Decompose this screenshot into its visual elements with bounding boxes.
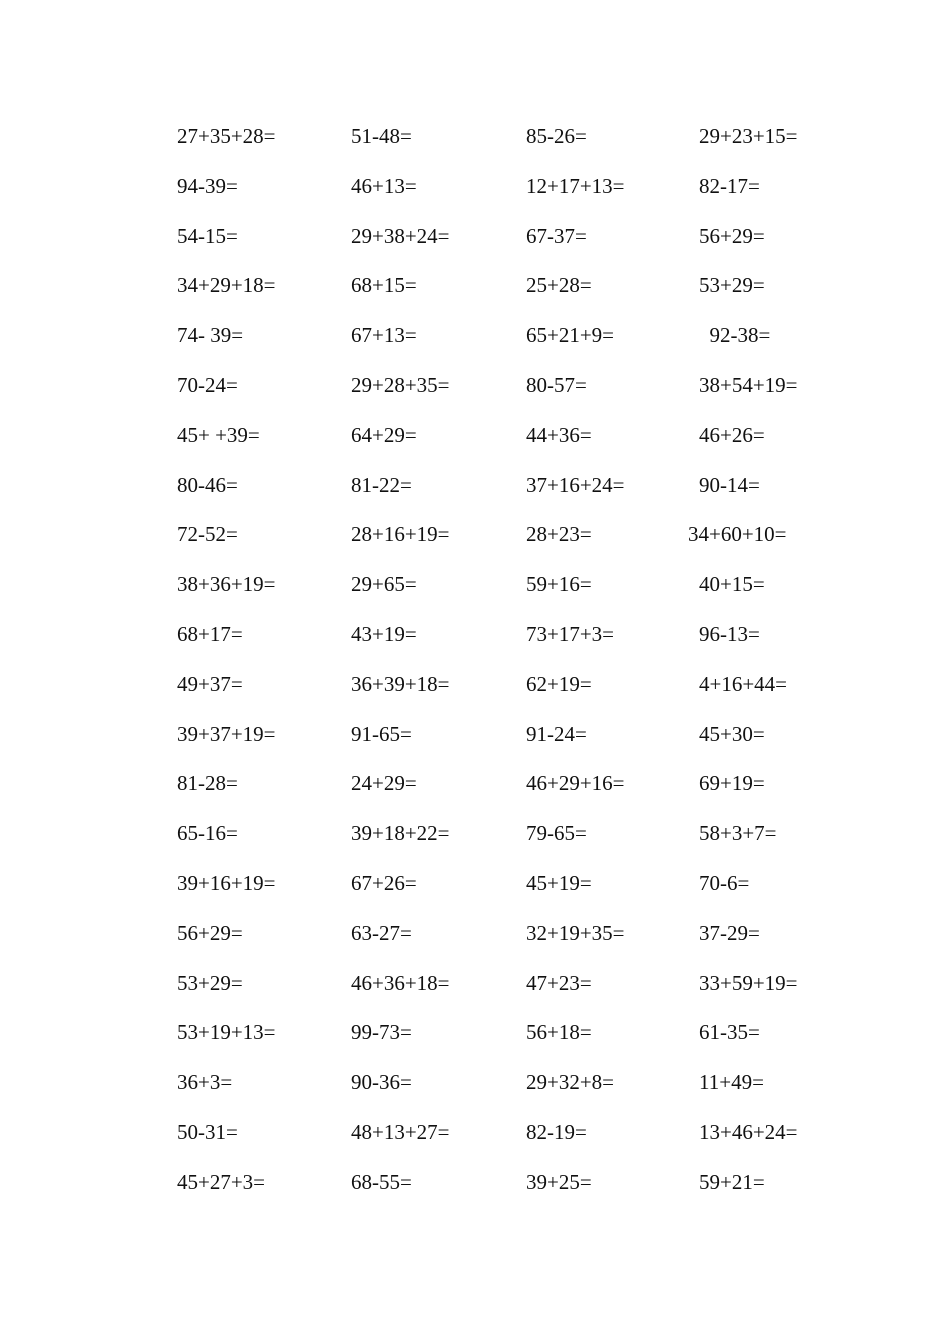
math-problem: 91-65= — [351, 722, 412, 746]
math-problem: 34+60+10= — [688, 522, 787, 546]
problem-row — [0, 818, 950, 848]
math-problem: 25+28= — [526, 273, 592, 297]
math-problem: 45+19= — [526, 871, 592, 895]
math-problem: 37-29= — [699, 921, 760, 945]
math-problem: 24+29= — [351, 771, 417, 795]
math-problem: 92-38= — [699, 323, 771, 347]
problem-row — [0, 868, 950, 898]
math-problem: 46+13= — [351, 174, 417, 198]
math-problem: 46+26= — [699, 423, 765, 447]
math-problem: 73+17+3= — [526, 622, 615, 646]
math-problem: 50-31= — [177, 1120, 238, 1144]
math-problem: 67+13= — [351, 323, 417, 347]
math-problem: 56+29= — [699, 224, 765, 248]
math-problem: 36+39+18= — [351, 672, 450, 696]
math-problem: 36+3= — [177, 1070, 233, 1094]
math-problem: 56+29= — [177, 921, 243, 945]
problem-row — [0, 270, 950, 300]
math-problem: 34+29+18= — [177, 273, 276, 297]
math-problem: 29+32+8= — [526, 1070, 615, 1094]
math-problem: 68-55= — [351, 1170, 412, 1194]
math-problem: 29+28+35= — [351, 373, 450, 397]
math-problem: 54-15= — [177, 224, 238, 248]
math-problem: 28+16+19= — [351, 522, 450, 546]
math-problem: 53+29= — [177, 971, 243, 995]
math-problem: 80-57= — [526, 373, 587, 397]
problem-row — [0, 519, 950, 549]
math-problem: 79-65= — [526, 821, 587, 845]
math-problem: 99-73= — [351, 1020, 412, 1044]
math-problem: 44+36= — [526, 423, 592, 447]
math-problem: 37+16+24= — [526, 473, 625, 497]
math-problem: 49+37= — [177, 672, 243, 696]
problem-row — [0, 221, 950, 251]
math-problem: 68+15= — [351, 273, 417, 297]
math-problem: 39+18+22= — [351, 821, 450, 845]
math-problem: 90-14= — [699, 473, 760, 497]
math-problem: 53+29= — [699, 273, 765, 297]
math-problem: 46+36+18= — [351, 971, 450, 995]
math-problem: 48+13+27= — [351, 1120, 450, 1144]
math-problem: 27+35+28= — [177, 124, 276, 148]
math-problem: 61-35= — [699, 1020, 760, 1044]
math-problem: 65-16= — [177, 821, 238, 845]
math-problem: 94-39= — [177, 174, 238, 198]
math-problem: 72-52= — [177, 522, 238, 546]
problem-row — [0, 968, 950, 998]
math-problem: 38+54+19= — [699, 373, 798, 397]
math-problem: 38+36+19= — [177, 572, 276, 596]
problem-row — [0, 1067, 950, 1097]
math-problem: 68+17= — [177, 622, 243, 646]
math-problem: 67-37= — [526, 224, 587, 248]
math-problem: 39+37+19= — [177, 722, 276, 746]
math-problem: 32+19+35= — [526, 921, 625, 945]
math-problem: 39+16+19= — [177, 871, 276, 895]
math-problem: 40+15= — [699, 572, 765, 596]
math-problem: 65+21+9= — [526, 323, 615, 347]
math-problem: 59+21= — [699, 1170, 765, 1194]
math-problem: 46+29+16= — [526, 771, 625, 795]
problem-row — [0, 1017, 950, 1047]
math-problem: 29+38+24= — [351, 224, 450, 248]
math-problem: 85-26= — [526, 124, 587, 148]
problem-row — [0, 719, 950, 749]
problem-row — [0, 569, 950, 599]
math-problem: 43+19= — [351, 622, 417, 646]
math-problem: 82-17= — [699, 174, 760, 198]
math-problem: 81-22= — [351, 473, 412, 497]
math-problem: 82-19= — [526, 1120, 587, 1144]
math-problem: 33+59+19= — [699, 971, 798, 995]
math-problem: 13+46+24= — [699, 1120, 798, 1144]
math-problem: 39+25= — [526, 1170, 592, 1194]
problem-row — [0, 370, 950, 400]
math-problem: 56+18= — [526, 1020, 592, 1044]
problem-row — [0, 918, 950, 948]
math-problem: 12+17+13= — [526, 174, 625, 198]
math-problem: 67+26= — [351, 871, 417, 895]
math-problem: 28+23= — [526, 522, 592, 546]
problem-row — [0, 171, 950, 201]
math-problem: 11+49= — [699, 1070, 764, 1094]
problem-row — [0, 420, 950, 450]
math-problem: 45+27+3= — [177, 1170, 266, 1194]
math-problem: 64+29= — [351, 423, 417, 447]
problem-row — [0, 470, 950, 500]
math-problem: 80-46= — [177, 473, 238, 497]
math-problem: 63-27= — [351, 921, 412, 945]
math-problem: 53+19+13= — [177, 1020, 276, 1044]
math-problem: 91-24= — [526, 722, 587, 746]
math-problem: 59+16= — [526, 572, 592, 596]
math-problem: 81-28= — [177, 771, 238, 795]
problem-row — [0, 768, 950, 798]
math-problem: 70-6= — [699, 871, 750, 895]
math-problem: 69+19= — [699, 771, 765, 795]
problem-row — [0, 1167, 950, 1197]
math-problem: 29+65= — [351, 572, 417, 596]
math-problem: 74- 39= — [177, 323, 244, 347]
math-problem: 96-13= — [699, 622, 760, 646]
math-problem: 62+19= — [526, 672, 592, 696]
math-problem: 58+3+7= — [699, 821, 777, 845]
math-problem: 70-24= — [177, 373, 238, 397]
math-problem: 90-36= — [351, 1070, 412, 1094]
math-problem: 4+16+44= — [699, 672, 788, 696]
problem-row — [0, 619, 950, 649]
math-problem: 47+23= — [526, 971, 592, 995]
math-problem: 29+23+15= — [699, 124, 798, 148]
math-problem: 51-48= — [351, 124, 412, 148]
problem-row — [0, 121, 950, 151]
problem-row — [0, 1117, 950, 1147]
problem-row — [0, 320, 950, 350]
math-problem: 45+ +39= — [177, 423, 260, 447]
problem-row — [0, 669, 950, 699]
math-problem: 45+30= — [699, 722, 765, 746]
